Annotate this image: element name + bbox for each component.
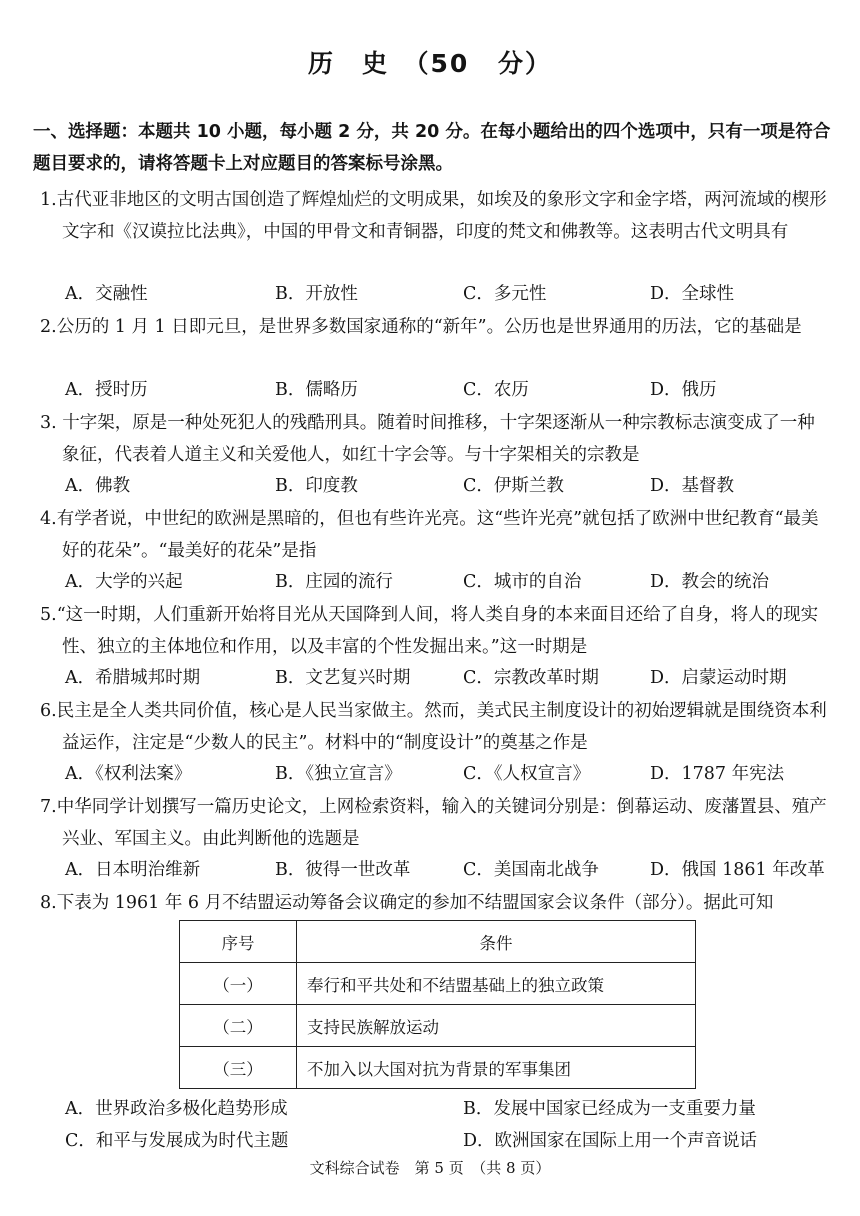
question-stem: 6.民主是全人类共同价值，核心是人民当家做主。然而，美式民主制度设计的初始逻辑就是围绕资本利益运作，注定是“少数人的民主”。材料中的“制度设计”的奠基之作是 [40,701,827,753]
question-3-options [65,470,845,502]
option-b: B．儒略历 [275,380,358,400]
question-1 [40,184,830,248]
option-d: D．基督教 [650,476,735,496]
question-5 [40,599,830,663]
conditions-table [179,920,696,1089]
option-d: D．欧洲国家在国际上用一个声音说话 [463,1131,758,1151]
option-a: A．交融性 [65,284,148,304]
option-b: B．文艺复兴时期 [275,668,411,688]
table-header-row [180,921,696,963]
question-8 [40,887,830,919]
question-stem: 5.“这一时期，人们重新开始将目光从天国降到人间，将人类自身的本来面目还给了自身，将人的现实性、独立的主体地位和作用，以及丰富的个性发掘出来。”这一时期是 [40,605,819,657]
question-2 [40,311,830,343]
question-3 [40,407,830,471]
table-cell-condition: 支持民族解放运动 [297,1005,696,1047]
option-c: C．多元性 [463,284,547,304]
option-a: A．世界政治多极化趋势形成 [65,1099,288,1119]
table-row [180,1047,696,1089]
question-4-options [65,566,845,598]
option-d: D．1787 年宪法 [650,764,785,784]
table-header-number: 序号 [180,921,297,963]
table-cell-condition: 奉行和平共处和不结盟基础上的独立政策 [297,963,696,1005]
question-7-options [65,854,845,886]
option-c: C．宗教改革时期 [463,668,599,688]
question-7 [40,791,830,855]
table-cell-number: （二） [180,1005,297,1047]
question-8-options-row-1 [65,1093,845,1125]
option-a: A．《权利法案》 [65,764,192,784]
question-stem: 2.公历的 1 月 1 日即元旦，是世界多数国家通称的“新年”。公历也是世界通用的历法，它的基础是 [40,317,802,337]
table-row [180,1005,696,1047]
option-c: C．和平与发展成为时代主题 [65,1131,289,1151]
option-a: A．授时历 [65,380,148,400]
question-5-options [65,662,845,694]
option-d: D．俄历 [650,380,717,400]
option-c: C．农历 [463,380,529,400]
option-b: B．发展中国家已经成为一支重要力量 [463,1099,756,1119]
option-b: B．《独立宣言》 [275,764,402,784]
option-c: C．美国南北战争 [463,860,599,880]
table-row [180,963,696,1005]
option-d: D．全球性 [650,284,735,304]
question-stem: 8.下表为 1961 年 6 月不结盟运动筹备会议确定的参加不结盟国家会议条件（部分）。据此可知 [40,893,774,913]
question-2-options [65,374,845,406]
option-a: A．日本明治维新 [65,860,201,880]
question-stem: 4.有学者说，中世纪的欧洲是黑暗的，但也有些许光亮。这“些许光亮”就包括了欧洲中世纪教育“最美好的花朵”。“最美好的花朵”是指 [40,509,819,561]
question-8-options-row-2 [65,1125,845,1157]
table-header-condition: 条件 [297,921,696,963]
page-title: 历 史 （50 分） [308,49,552,78]
option-a: A．佛教 [65,476,131,496]
table-cell-number: （三） [180,1047,297,1089]
question-stem: 7.中华同学计划撰写一篇历史论文，上网检索资料，输入的关键词分别是：倒幕运动、废藩置县、殖产兴业、军国主义。由此判断他的选题是 [40,797,827,849]
option-d: D．教会的统治 [650,572,770,592]
question-6 [40,695,830,759]
page-footer: 文科综合试卷 第 5 页 （共 8 页） [309,1159,551,1177]
question-stem: 3. 十字架，原是一种处死犯人的残酷刑具。随着时间推移，十字架逐渐从一种宗教标志演变成了一种象征，代表着人道主义和关爱他人，如红十字会等。与十字架相关的宗教是 [40,413,815,465]
question-stem: 1.古代亚非地区的文明古国创造了辉煌灿烂的文明成果，如埃及的象形文字和金字塔，两河流域的楔形文字和《汉谟拉比法典》，中国的甲骨文和青铜器，印度的梵文和佛教等。这表明古代文明具有 [40,190,827,242]
option-b: B．印度教 [275,476,358,496]
option-b: B．开放性 [275,284,358,304]
option-d: D．俄国 1861 年改革 [650,860,825,880]
option-b: B．庄园的流行 [275,572,393,592]
question-6-options [65,758,845,790]
section-header: 一、选择题：本题共 10 小题，每小题 2 分，共 20 分。在每小题给出的四个选项中，只有一项是符合题目要求的，请将答题卡上对应题目的答案标号涂黑。 [33,122,831,174]
option-c: C．伊斯兰教 [463,476,564,496]
question-4 [40,503,830,567]
option-a: A．希腊城邦时期 [65,668,201,688]
option-c: C．《人权宣言》 [463,764,591,784]
table-cell-number: （一） [180,963,297,1005]
option-a: A．大学的兴起 [65,572,183,592]
option-d: D．启蒙运动时期 [650,668,787,688]
table-cell-condition: 不加入以大国对抗为背景的军事集团 [297,1047,696,1089]
option-b: B．彼得一世改革 [275,860,411,880]
option-c: C．城市的自治 [463,572,582,592]
question-1-options [65,278,845,310]
